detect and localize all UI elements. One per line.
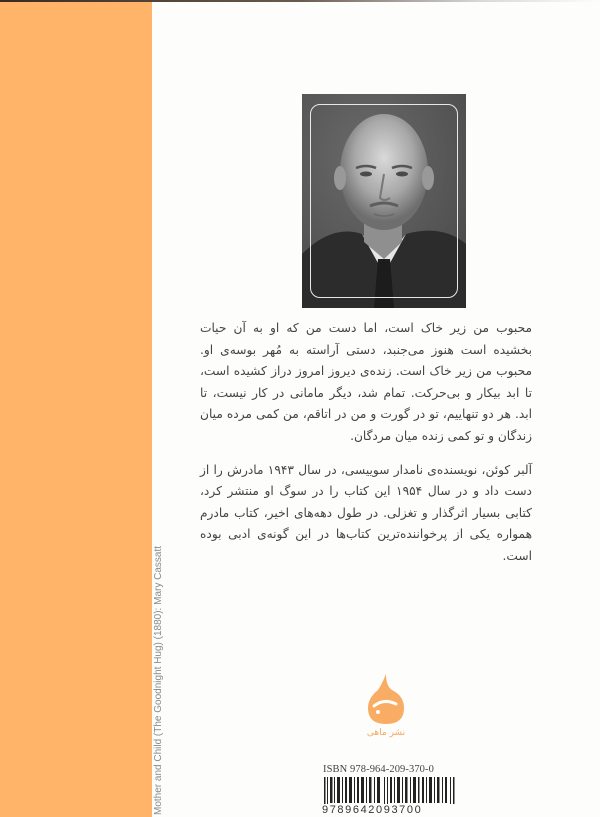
- barcode-icon: [322, 777, 458, 807]
- portrait-inner-frame: [310, 104, 458, 298]
- orange-side-strip: [0, 2, 152, 817]
- blurb-paragraph-about: آلبر کوئن، نویسنده‌ی نامدار سوییسی، در سال ۱۹۴۳ مادرش را از دست داد و در سال ۱۹۵۴ این کتاب را در سوگ او منتشر کرد، کتابی بسیار اثرگذار و تغزلی. در طول دهه‌های اخیر، کتاب مادرم همواره یکی از پرخواننده‌ترین کتاب‌ها در این گونه‌ی ادبی بوده است.: [200, 462, 532, 563]
- isbn-label: ISBN 978-964-209-370-0: [323, 764, 434, 775]
- publisher-flame-logo-icon: [364, 672, 408, 726]
- publisher-name: نشر ماهی: [366, 728, 406, 738]
- back-cover-blurb: [200, 318, 532, 580]
- cover-art-caption: Mother and Child (The Goodnight Hug) (1880): Mary Cassatt: [153, 545, 164, 815]
- author-portrait: [302, 94, 466, 308]
- barcode-digits: 9789642093700: [322, 804, 458, 817]
- blurb-paragraph-quote: محبوب من زیر خاک است، اما دست من که او به آن حیات بخشیده است هنوز می‌جنبد، دستی آراسته به مُهر بوسه‌ی او. محبوب من زیر خاک است. زنده‌ی دیروز امروز دراز کشیده است، تا ابد بیکار و بی‌حرکت. تمام شد، دیگر مامانی در کار نیست، تا ابد. هر دو تنهاییم، تو در گورت و من در اتاقم، من کمی مرده میان زندگان و تو کمی زنده میان مردگان.: [200, 321, 532, 443]
